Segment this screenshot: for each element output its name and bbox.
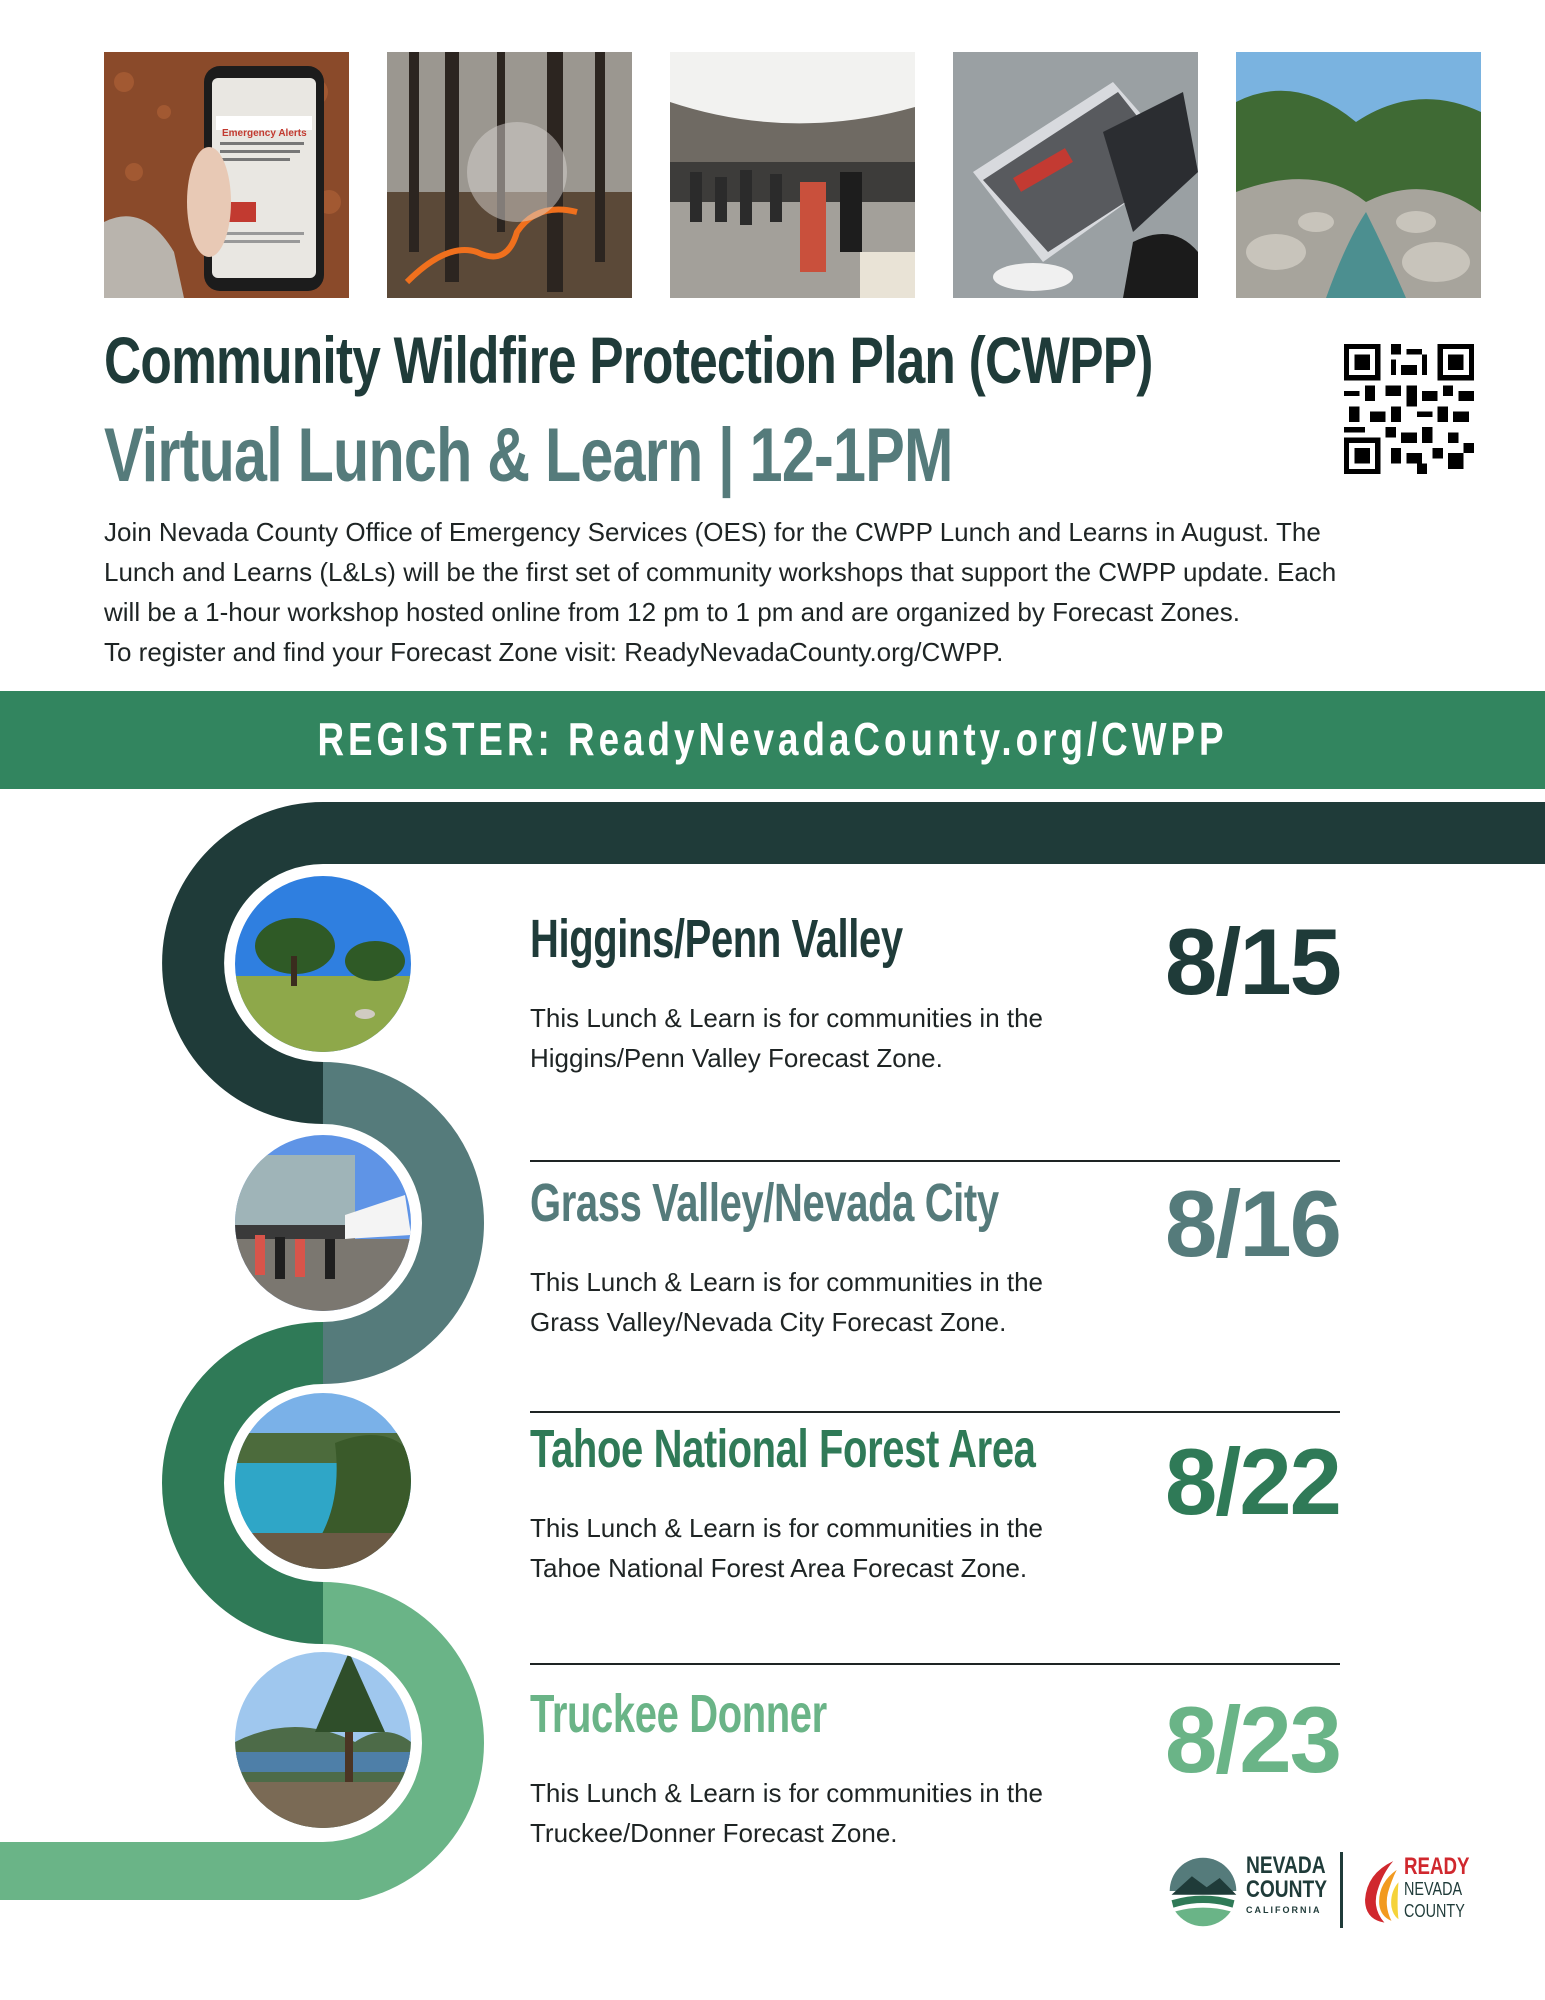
phone-emergency-alert-photo	[104, 52, 349, 298]
zone-description-grass-valley-nevada-city	[530, 1262, 1170, 1342]
logo-line: COUNTY	[1404, 1901, 1465, 1921]
zone-description-line: This Lunch & Learn is for communities in the	[530, 1778, 1044, 1808]
zone-title-higgins-penn-valley: Higgins/Penn Valley	[530, 909, 903, 969]
page-title: Community Wildfire Protection Plan (CWPP)	[104, 323, 1153, 397]
zone-title-grass-valley-nevada-city: Grass Valley/Nevada City	[530, 1173, 999, 1233]
zone-description-line: This Lunch & Learn is for communities in the	[530, 1513, 1044, 1543]
zone-description-line: This Lunch & Learn is for communities in the	[530, 1003, 1044, 1033]
logo-line: READY	[1404, 1853, 1470, 1880]
page-subtitle: Virtual Lunch & Learn | 12-1PM	[104, 413, 953, 498]
zone-title-truckee-donner: Truckee Donner	[530, 1684, 827, 1744]
tahoe-national-forest-photo	[235, 1393, 411, 1569]
logo-line: CALIFORNIA	[1246, 1905, 1322, 1915]
zone-description-line: Higgins/Penn Valley Forecast Zone.	[530, 1043, 943, 1073]
flame-icon	[1358, 1854, 1402, 1928]
register-label: REGISTER:	[317, 713, 554, 765]
zone-separator	[530, 1663, 1340, 1665]
zone-description-line: Truckee/Donner Forecast Zone.	[530, 1818, 898, 1848]
zone-separator	[530, 1160, 1340, 1162]
zone-date-higgins-penn-valley: 8/15	[1165, 909, 1340, 1014]
intro-line-2: Lunch and Learns (L&Ls) will be the first set of community workshops that support the CWPP update. Each	[104, 557, 1337, 587]
intro-line-1: Join Nevada County Office of Emergency Services (OES) for the CWPP Lunch and Learns in August. The	[104, 517, 1321, 547]
ready-nevada-county-logo	[1358, 1852, 1478, 1932]
zone-date-grass-valley-nevada-city: 8/16	[1165, 1171, 1340, 1276]
zone-date-truckee-donner: 8/23	[1165, 1687, 1340, 1792]
nevada-county-logo	[1166, 1850, 1326, 1930]
logo-line: NEVADA	[1246, 1852, 1326, 1879]
river-canyon-photo	[1236, 52, 1481, 298]
zone-description-higgins-penn-valley	[530, 998, 1170, 1078]
zone-separator	[530, 1411, 1340, 1413]
truckee-donner-photo	[235, 1652, 411, 1828]
zone-description-truckee-donner	[530, 1773, 1170, 1853]
ready-logo-text	[1404, 1853, 1488, 1922]
zone-description-line: Grass Valley/Nevada City Forecast Zone.	[530, 1307, 1007, 1337]
register-banner-text[interactable]	[155, 712, 1391, 766]
higgins-penn-valley-photo	[235, 876, 411, 1052]
intro-line-4: To register and find your Forecast Zone visit: ReadyNevadaCounty.org/CWPP.	[104, 637, 1004, 667]
register-url-link[interactable]: ReadyNevadaCounty.org/CWPP	[568, 713, 1228, 765]
mountain-icon	[1166, 1854, 1240, 1928]
logo-line: NEVADA	[1404, 1879, 1463, 1899]
logo-divider	[1340, 1852, 1343, 1928]
zone-date-tahoe-national-forest-area: 8/22	[1165, 1429, 1340, 1534]
intro-paragraph	[104, 512, 1474, 672]
outreach-tent-photo	[670, 52, 915, 298]
qr-code[interactable]	[1344, 344, 1474, 474]
forest-fire-photo	[387, 52, 632, 298]
intro-line-3: will be a 1-hour workshop hosted online from 12 pm to 1 pm and are organized by Forecast Zones.	[104, 597, 1240, 627]
nevada-county-logo-text	[1246, 1854, 1347, 1918]
grass-valley-nevada-city-photo	[235, 1135, 411, 1311]
logo-line: COUNTY	[1246, 1876, 1328, 1903]
zone-title-tahoe-national-forest-area: Tahoe National Forest Area	[530, 1419, 1036, 1479]
zone-description-line: Tahoe National Forest Area Forecast Zone.	[530, 1553, 1028, 1583]
zone-description-tahoe-national-forest-area	[530, 1508, 1170, 1588]
phone-screen-heading: Emergency Alerts	[222, 128, 307, 139]
zone-description-line: This Lunch & Learn is for communities in the	[530, 1267, 1044, 1297]
brochures-photo	[953, 52, 1198, 298]
